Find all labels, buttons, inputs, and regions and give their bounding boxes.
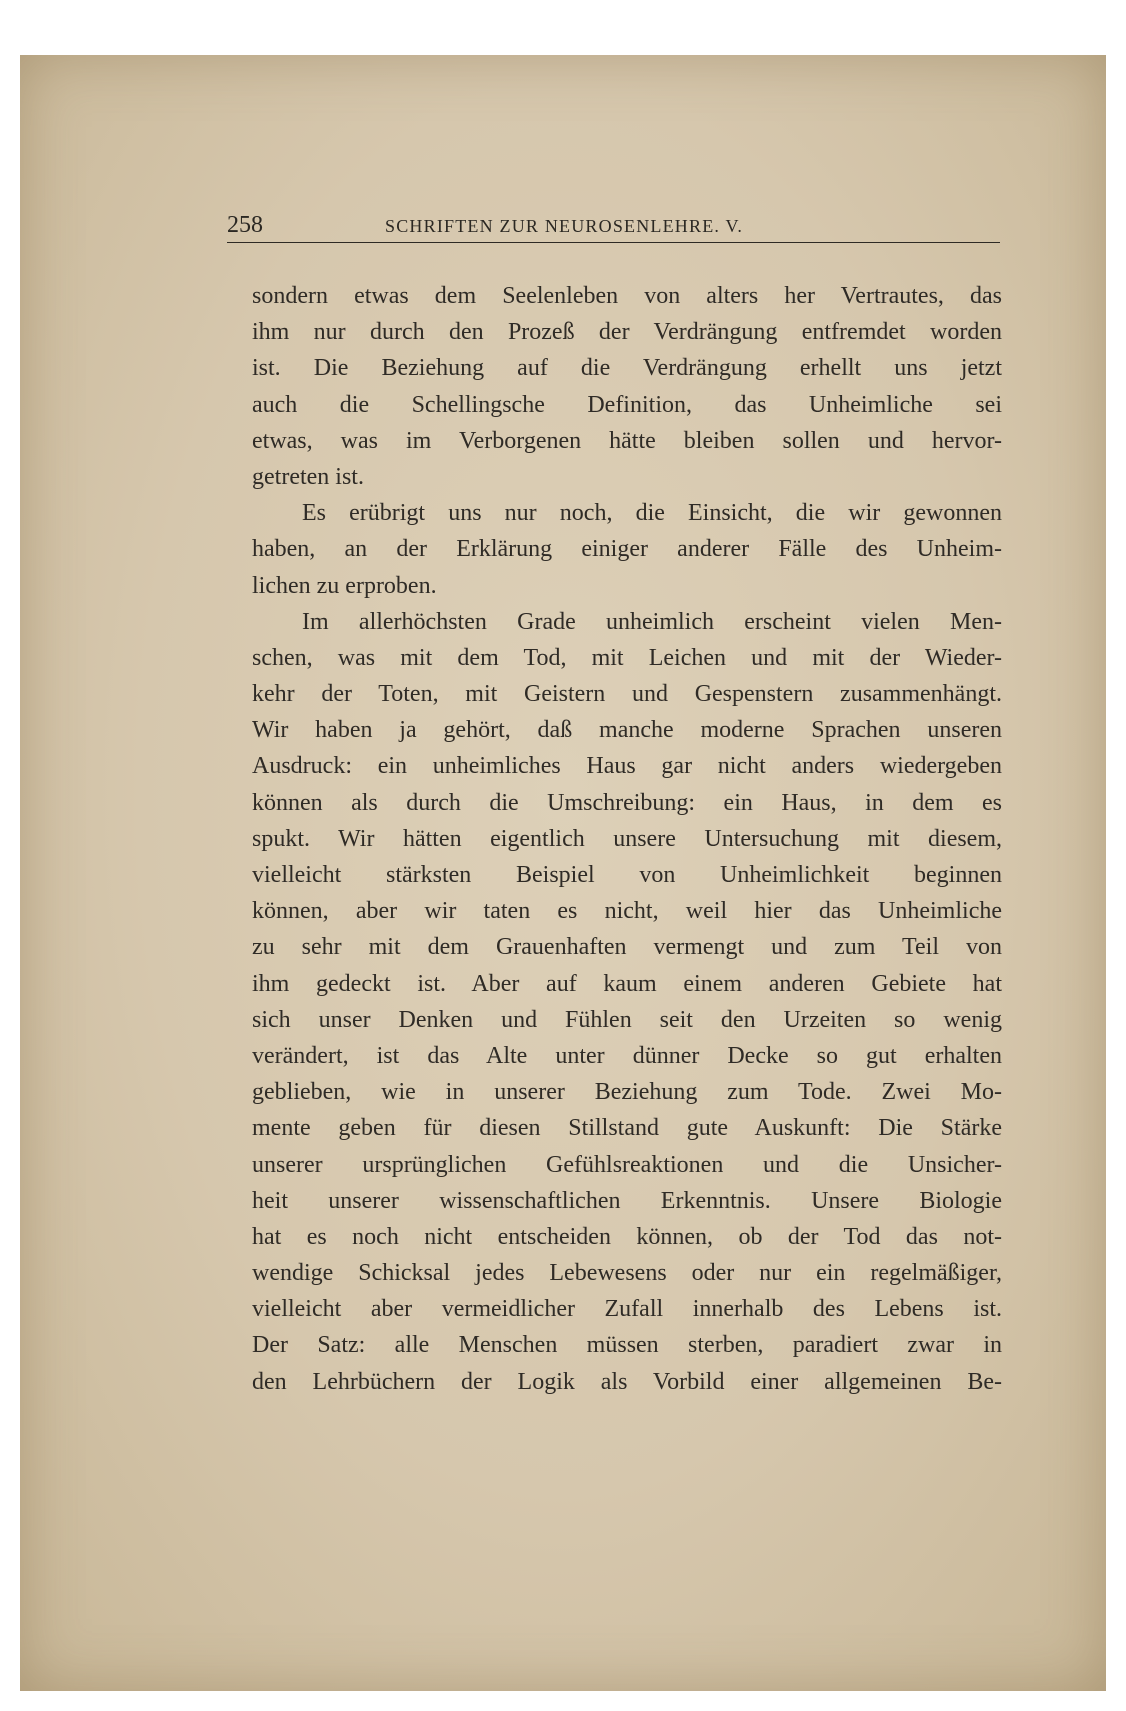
running-title: SCHRIFTEN ZUR NEUROSENLEHRE. V. [385, 216, 744, 236]
text-line: sondern etwas dem Seelenleben von alters her Vertrautes, das [252, 283, 1002, 309]
text-line: ihm nur durch den Prozeß der Verdrängung entfremdet worden [252, 319, 1002, 346]
text-line: vielleicht aber vermeidlicher Zufall innerhalb des Lebens ist. [252, 1296, 1002, 1323]
text-line: unserer ursprünglichen Gefühlsreaktionen und die Unsicher- [252, 1151, 1002, 1178]
text-line: getreten ist. [252, 463, 364, 490]
text-line: den Lehrbüchern der Logik als Vorbild einer allgemeinen Be- [252, 1368, 1002, 1395]
body-text [252, 278, 1002, 1400]
text-line: schen, was mit dem Tod, mit Leichen und mit der Wieder- [252, 644, 1002, 671]
text-line: wendige Schicksal jedes Lebewesens oder nur ein regelmäßiger, [252, 1260, 1002, 1287]
text-line: etwas, was im Verborgenen hätte bleiben sollen und hervor- [252, 427, 1002, 454]
text-line: Im allerhöchsten Grade unheimlich erscheint vielen Men- [302, 608, 1002, 635]
text-line: Wir haben ja gehört, daß manche moderne Sprachen unseren [252, 717, 1002, 744]
text-line: ist. Die Beziehung auf die Verdrängung erhellt uns jetzt [252, 355, 1002, 382]
page-number: 258 [227, 212, 263, 238]
page-header [227, 210, 1000, 243]
text-line: Es erübrigt uns nur noch, die Einsicht, die wir gewonnen [302, 500, 1002, 527]
text-line: kehr der Toten, mit Geistern und Gespenstern zusammenhängt. [252, 681, 1002, 708]
text-line: ihm gedeckt ist. Aber auf kaum einem anderen Gebiete hat [252, 970, 1002, 997]
text-line: mente geben für diesen Stillstand gute Auskunft: Die Stärke [252, 1115, 1002, 1142]
text-line: Ausdruck: ein unheimliches Haus gar nicht anders wiedergeben [252, 753, 1002, 780]
text-line: können als durch die Umschreibung: ein Haus, in dem es [252, 789, 1002, 816]
text-line: hat es noch nicht entscheiden können, ob der Tod das not- [252, 1223, 1002, 1250]
text-line: vielleicht stärksten Beispiel von Unheimlichkeit beginnen [252, 862, 1002, 888]
text-line: spukt. Wir hätten eigentlich unsere Untersuchung mit diesem, [252, 825, 1002, 852]
text-line: lichen zu erproben. [252, 572, 437, 599]
text-line: sich unser Denken und Fühlen seit den Urzeiten so wenig [252, 1006, 1002, 1033]
text-line: heit unserer wissenschaftlichen Erkenntnis. Unsere Biologie [252, 1187, 1002, 1214]
text-line: auch die Schellingsche Definition, das Unheimliche sei [252, 391, 1002, 418]
text-line: haben, an der Erklärung einiger anderer Fälle des Unheim- [252, 536, 1002, 563]
text-line: verändert, ist das Alte unter dünner Decke so gut erhalten [252, 1042, 1002, 1069]
text-line: können, aber wir taten es nicht, weil hier das Unheimliche [252, 898, 1002, 925]
text-line: zu sehr mit dem Grauenhaften vermengt und zum Teil von [252, 934, 1002, 961]
text-line: Der Satz: alle Menschen müssen sterben, paradiert zwar in [252, 1332, 1002, 1359]
text-line: geblieben, wie in unserer Beziehung zum Tode. Zwei Mo- [252, 1079, 1002, 1106]
